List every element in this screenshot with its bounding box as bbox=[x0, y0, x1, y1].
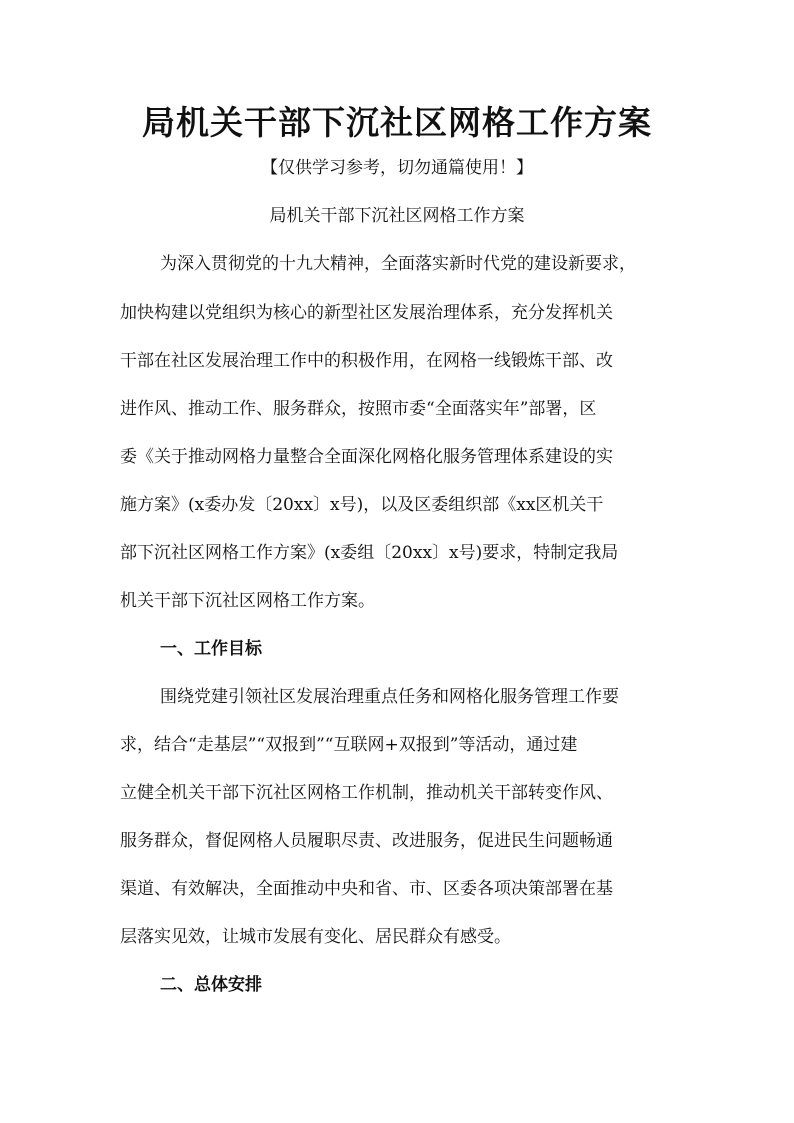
paragraph-line: 围绕党建引领社区发展治理重点任务和网格化服务管理工作要 bbox=[160, 687, 619, 707]
paragraph-line: 进作风、推动工作、服务群众，按照市委“全面落实年”部署，区 bbox=[120, 399, 597, 419]
paragraph-line: 层落实见效，让城市发展有变化、居民群众有感受。 bbox=[120, 927, 511, 947]
document-title: 局机关干部下沉社区网格工作方案 bbox=[142, 103, 652, 142]
paragraph-line: 渠道、有效解决，全面推动中央和省、市、区委各项决策部署在基 bbox=[120, 879, 613, 899]
usage-notice: 【仅供学习参考，切勿通篇使用！】 bbox=[261, 158, 533, 178]
paragraph-line: 服务群众，督促网格人员履职尽责、改进服务，促进民生问题畅通 bbox=[120, 831, 613, 851]
paragraph-line: 为深入贯彻党的十九大精神，全面落实新时代党的建设新要求， bbox=[160, 254, 636, 274]
paragraph-line: 加快构建以党组织为核心的新型社区发展治理体系，充分发挥机关 bbox=[120, 303, 613, 323]
paragraph-line: 部下沉社区网格工作方案》(x委组〔20xx〕x号)要求，特制定我局 bbox=[120, 543, 619, 563]
paragraph-line: 施方案》(x委办发〔20xx〕x号)，以及区委组织部《xx区机关干 bbox=[120, 495, 604, 515]
paragraph-line: 干部在社区发展治理工作中的积极作用，在网格一线锻炼干部、改 bbox=[120, 351, 613, 371]
section-heading: 二、总体安排 bbox=[160, 975, 262, 995]
paragraph-line: 立健全机关干部下沉社区网格工作机制，推动机关干部转变作风、 bbox=[120, 783, 613, 803]
paragraph-line: 委《关于推动网格力量整合全面深化网格化服务管理体系建设的实 bbox=[120, 447, 613, 467]
section-heading: 一、工作目标 bbox=[160, 639, 262, 659]
paragraph-line: 求，结合“走基层”“双报到”“互联网+双报到”等活动，通过建 bbox=[120, 735, 578, 755]
paragraph-line: 机关干部下沉社区网格工作方案。 bbox=[120, 591, 375, 611]
document-subtitle: 局机关干部下沉社区网格工作方案 bbox=[269, 206, 525, 226]
